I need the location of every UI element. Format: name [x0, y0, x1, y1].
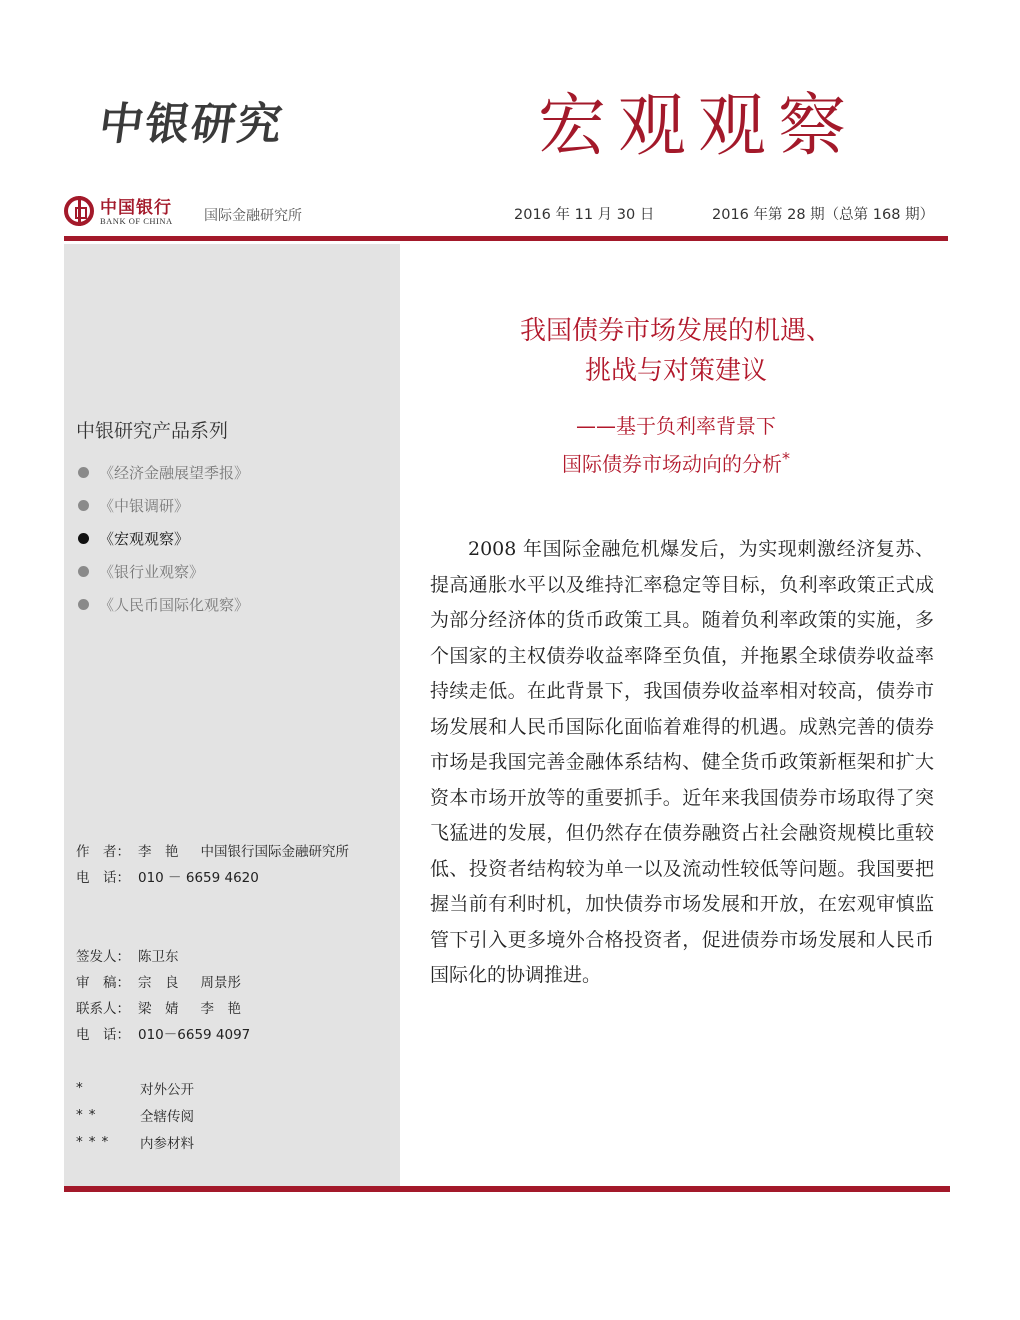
- reviewer-row: [76, 968, 250, 994]
- bullet-icon: [78, 467, 89, 478]
- bottom-divider: [64, 1186, 950, 1192]
- article-abstract: 2008 年国际金融危机爆发后，为实现刺激经济复苏、提高通胀水平以及维持汇率稳定等目标，负利率政策正式成为部分经济体的货币政策工具。随着负利率政策的实施，多个国家的主权债券收益率降至负值，并拖累全球债券收益率持续走低。在此背景下，我国债券收益率相对较高，债券市场发展和人民币国际化面临着难得的机遇。成熟完善的债券市场是我国完善金融体系结构、健全货币政策新框架和扩大资本市场开放等的重要抓手。近年来我国债券市场取得了突飞猛进的发展，但仍然存在债券融资占社会融资规模比重较低、投资者结构较为单一以及流动性较低等问题。我国要把握当前有利时机，加快债券市场发展和开放，在宏观审慎监管下引入更多境外合格投资者，促进债券市场发展和人民币国际化的协调推进。: [430, 538, 934, 986]
- author-org: 中国银行国际金融研究所: [200, 844, 349, 860]
- distribution-row: [76, 1074, 194, 1101]
- author-row: [76, 837, 349, 863]
- product-item-survey[interactable]: [76, 489, 249, 522]
- author-phone: 010 － 6659 4620: [138, 870, 259, 886]
- product-item-macro[interactable]: [76, 522, 249, 555]
- distribution-mark: ***: [76, 1133, 115, 1150]
- article-subtitle-line2: [404, 448, 948, 477]
- distribution-mark: *: [76, 1079, 89, 1096]
- product-label: 《宏观观察》: [99, 530, 190, 548]
- product-item-rmb[interactable]: [76, 588, 249, 621]
- product-label: 《中银调研》: [99, 497, 190, 515]
- subtitle-text: 国际债券市场动向的分析: [562, 452, 782, 476]
- issue-number: 2016 年第 28 期（总第 168 期）: [712, 207, 935, 223]
- article-title-line1: 我国债券市场发展的机遇、: [519, 316, 832, 346]
- reviewer-name: 宗 良: [138, 975, 179, 991]
- distribution-text: 内参材料: [140, 1135, 194, 1152]
- author-name: 李 艳: [138, 844, 179, 860]
- phone-label: 电 话：: [76, 1027, 130, 1043]
- bullet-icon: [78, 599, 89, 610]
- bank-name-en: BANK OF CHINA: [100, 216, 173, 226]
- author-label: 作 者：: [76, 844, 130, 860]
- bullet-icon: [78, 533, 89, 544]
- phone-label: 电 话：: [76, 870, 130, 886]
- contact-label: 联系人：: [76, 1001, 130, 1017]
- issue-date: 2016 年 11 月 30 日: [514, 207, 655, 223]
- author-block: [76, 837, 349, 889]
- distribution-mark: **: [76, 1106, 102, 1123]
- approval-block: [76, 942, 250, 1046]
- institute-name: 国际金融研究所: [204, 208, 302, 224]
- top-divider: [64, 236, 948, 241]
- product-item-banking[interactable]: [76, 555, 249, 588]
- contact-name: 李 艳: [200, 1001, 241, 1017]
- contact-phone-row: [76, 1020, 250, 1046]
- author-phone-row: [76, 863, 349, 889]
- product-label: 《银行业观察》: [99, 563, 205, 581]
- signer-label: 签发人：: [76, 949, 130, 965]
- brand-logo-text: 中银研究: [95, 99, 287, 150]
- product-label: 《经济金融展望季报》: [99, 464, 250, 482]
- distribution-row: [76, 1128, 194, 1155]
- product-label: 《人民币国际化观察》: [99, 596, 250, 614]
- footnote-marker[interactable]: *: [782, 448, 790, 468]
- bank-logo-icon: [64, 196, 94, 226]
- distribution-legend: [76, 1074, 194, 1155]
- article-subtitle-line1: ——基于负利率背景下: [576, 414, 776, 438]
- signer-row: [76, 942, 250, 968]
- products-heading: 中银研究产品系列: [76, 420, 229, 442]
- product-item-outlook[interactable]: [76, 456, 249, 489]
- contact-name: 梁 婧: [138, 1001, 179, 1017]
- signer-name: 陈卫东: [138, 949, 179, 965]
- distribution-row: [76, 1101, 194, 1128]
- distribution-text: 对外公开: [140, 1081, 194, 1098]
- article-title-line2: 挑战与对策建议: [584, 356, 767, 386]
- reviewer-name: 周景彤: [200, 975, 241, 991]
- series-title: 宏观观察: [538, 87, 859, 166]
- product-list: [76, 456, 249, 621]
- bank-name-cn: 中国银行: [100, 198, 172, 218]
- bullet-icon: [78, 566, 89, 577]
- contact-row: [76, 994, 250, 1020]
- contact-phone: 010－6659 4097: [138, 1027, 251, 1043]
- reviewer-label: 审 稿：: [76, 975, 130, 991]
- bullet-icon: [78, 500, 89, 511]
- distribution-text: 全辖传阅: [140, 1108, 194, 1125]
